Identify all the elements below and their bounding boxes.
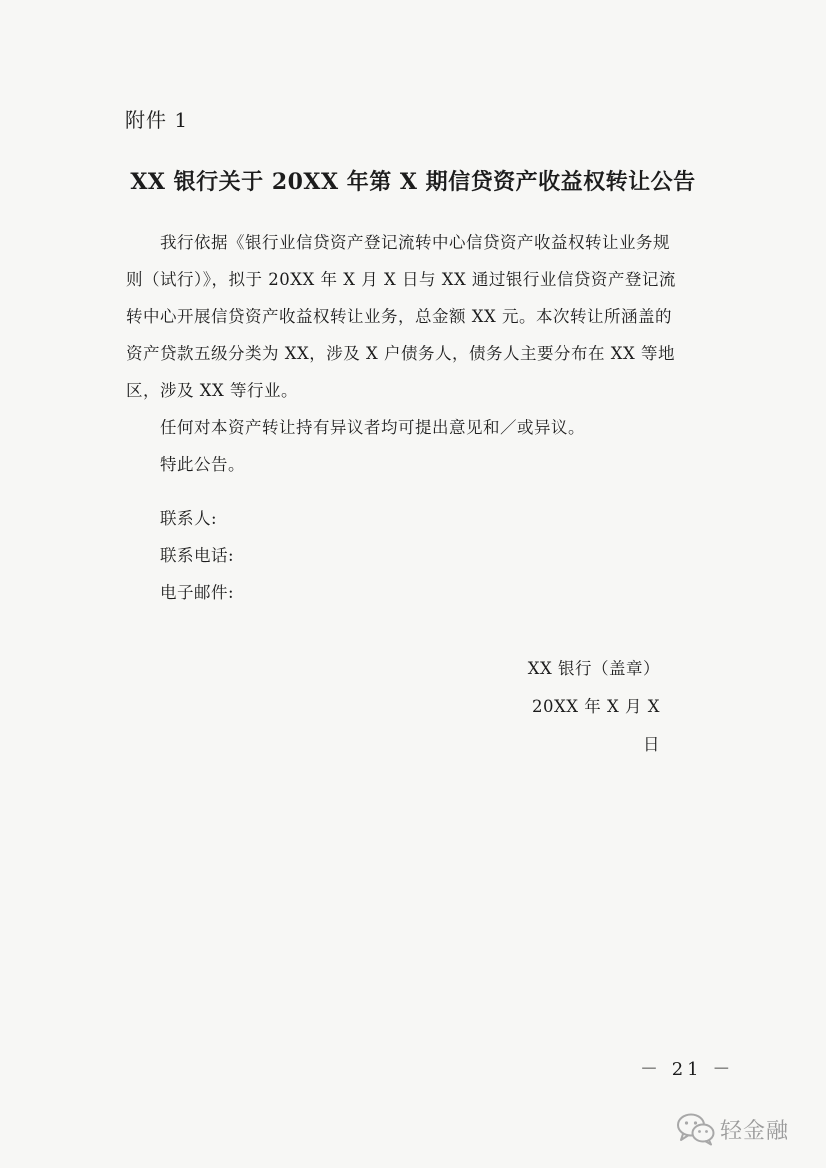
wechat-icon — [676, 1112, 716, 1146]
attachment-label: 附件 1 — [125, 108, 189, 132]
contact-phone-label: 联系电话: — [160, 546, 235, 565]
signature-block — [520, 650, 660, 764]
contact-person-label: 联系人: — [160, 509, 218, 528]
body-paragraph-2: 任何对本资产转让持有异议者均可提出意见和／或异议。 — [160, 418, 585, 437]
signature-date: 20XX 年 X 月 X 日 — [532, 697, 660, 754]
announcement-body — [126, 224, 686, 483]
watermark — [676, 1112, 789, 1146]
contact-email-label: 电子邮件: — [160, 583, 235, 602]
signature-line: XX 银行（盖章） — [527, 659, 660, 678]
document-title: XX 银行关于 20XX 年第 X 期信贷资产收益权转让公告 — [130, 169, 696, 195]
body-paragraph-3: 特此公告。 — [160, 455, 245, 474]
watermark-text: 轻金融 — [720, 1118, 790, 1144]
page-number: － 21 － — [640, 1059, 735, 1080]
contact-block — [160, 500, 234, 611]
body-paragraph-1: 我行依据《银行业信贷资产登记流转中心信贷资产收益权转让业务规则（试行）》，拟于 20XX 年 X 月 X 日与 XX 通过银行业信贷资产登记流转中心开展信贷资产收益权转让业务，总金额 XX 元。本次转让所涵盖的资产贷款五级分类为 XX，涉及 X 户债务人，债务人主要分布在 XX 等地区，涉及 XX 等行业。 — [126, 233, 676, 400]
